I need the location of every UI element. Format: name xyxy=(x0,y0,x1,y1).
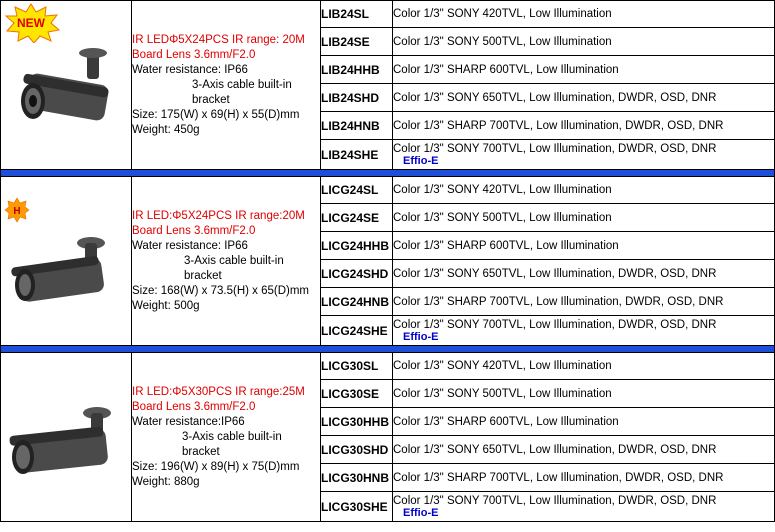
spec-cell: Color 1/3" SONY 420TVL, Low Illumination xyxy=(393,1,775,28)
model-cell: LICG24SE xyxy=(321,204,393,232)
lens-spec: Board Lens 3.6mm/F2.0 xyxy=(132,48,256,61)
product-description xyxy=(132,1,321,170)
model-cell: LICG24HHB xyxy=(321,232,393,260)
spec-cell xyxy=(393,316,775,346)
model-cell: LIB24SHE xyxy=(321,140,393,170)
model-cell: LICG30SL xyxy=(321,353,393,380)
camera-image-cell xyxy=(1,353,132,522)
spec-cell: Color 1/3" SONY 500TVL, Low Illumination xyxy=(393,28,775,56)
product-description xyxy=(132,353,321,522)
spec-cell: Color 1/3" SHARP 700TVL, Low Illumination, DWDR, OSD, DNR xyxy=(393,464,775,492)
table-row xyxy=(1,353,775,380)
effio-note: Effio-E xyxy=(403,506,439,519)
size-spec: Size: 168(W) x 73.5(H) x 65(D)mm xyxy=(132,284,310,297)
badge-label: H xyxy=(13,206,21,217)
model-cell: LIB24SHD xyxy=(321,84,393,112)
spec-cell: Color 1/3" SHARP 600TVL, Low Illumination xyxy=(393,408,775,436)
model-cell: LIB24SE xyxy=(321,28,393,56)
bracket-spec: 3-Axis cable built-in bracket xyxy=(182,430,282,458)
effio-note: Effio-E xyxy=(403,154,439,167)
water-spec: Water resistance:IP66 xyxy=(132,415,245,428)
model-cell: LIB24HNB xyxy=(321,112,393,140)
h-badge-icon xyxy=(4,197,30,223)
new-badge-icon xyxy=(1,3,61,43)
group-separator xyxy=(1,170,775,177)
table-row xyxy=(1,177,775,204)
model-cell: LICG30SHE xyxy=(321,492,393,522)
spec-cell: Color 1/3" SONY 650TVL, Low Illumination, DWDR, OSD, DNR xyxy=(393,436,775,464)
spec-cell: Color 1/3" SONY 420TVL, Low Illumination xyxy=(393,177,775,204)
group-separator xyxy=(1,346,775,353)
spec-cell: Color 1/3" SONY 420TVL, Low Illumination xyxy=(393,353,775,380)
effio-note: Effio-E xyxy=(403,330,439,343)
ir-led-spec: IR LED:Φ5X30PCS IR range:25M xyxy=(132,385,305,398)
spec-cell: Color 1/3" SHARP 600TVL, Low Illumination xyxy=(393,56,775,84)
bullet-camera-icon xyxy=(9,399,124,499)
lens-spec: Board Lens 3.6mm/F2.0 xyxy=(132,224,256,237)
camera-image-cell xyxy=(1,177,132,346)
weight-spec: Weight: 450g xyxy=(132,123,200,136)
water-spec: Water resistance: IP66 xyxy=(132,239,248,252)
model-cell: LICG24SHD xyxy=(321,260,393,288)
spec-text: Color 1/3" SONY 700TVL, Low Illumination, DWDR, OSD, DNR xyxy=(393,142,717,155)
lens-spec: Board Lens 3.6mm/F2.0 xyxy=(132,400,256,413)
weight-spec: Weight: 880g xyxy=(132,475,200,488)
badge-label: NEW xyxy=(17,16,45,30)
spec-cell: Color 1/3" SHARP 700TVL, Low Illumination, DWDR, OSD, DNR xyxy=(393,112,775,140)
bracket-spec: 3-Axis cable built-in bracket xyxy=(184,254,284,282)
model-cell: LICG30SE xyxy=(321,380,393,408)
ir-led-spec: IR LEDΦ5X24PCS IR range: 20M xyxy=(132,33,305,46)
spec-cell: Color 1/3" SHARP 700TVL, Low Illumination, DWDR, OSD, DNR xyxy=(393,288,775,316)
spec-cell: Color 1/3" SONY 650TVL, Low Illumination, DWDR, OSD, DNR xyxy=(393,84,775,112)
product-description xyxy=(132,177,321,346)
spec-cell xyxy=(393,492,775,522)
model-cell: LICG24SHE xyxy=(321,316,393,346)
spec-text: Color 1/3" SONY 700TVL, Low Illumination, DWDR, OSD, DNR xyxy=(393,494,717,507)
size-spec: Size: 196(W) x 89(H) x 75(D)mm xyxy=(132,460,300,473)
model-cell: LICG24SL xyxy=(321,177,393,204)
model-cell: LIB24HHB xyxy=(321,56,393,84)
spec-text: Color 1/3" SONY 700TVL, Low Illumination, DWDR, OSD, DNR xyxy=(393,318,717,331)
bullet-camera-icon xyxy=(11,229,121,329)
spec-cell: Color 1/3" SONY 500TVL, Low Illumination xyxy=(393,204,775,232)
bullet-camera-icon xyxy=(17,41,127,151)
camera-image-cell xyxy=(1,1,132,170)
spec-cell: Color 1/3" SONY 500TVL, Low Illumination xyxy=(393,380,775,408)
spec-cell: Color 1/3" SONY 650TVL, Low Illumination, DWDR, OSD, DNR xyxy=(393,260,775,288)
model-cell: LICG30HHB xyxy=(321,408,393,436)
size-spec: Size: 175(W) x 69(H) x 55(D)mm xyxy=(132,108,300,121)
model-cell: LIB24SL xyxy=(321,1,393,28)
bracket-spec: 3-Axis cable built-in bracket xyxy=(192,78,292,106)
weight-spec: Weight: 500g xyxy=(132,299,200,312)
spec-cell xyxy=(393,140,775,170)
spec-cell: Color 1/3" SHARP 600TVL, Low Illumination xyxy=(393,232,775,260)
table-row xyxy=(1,1,775,28)
model-cell: LICG30HNB xyxy=(321,464,393,492)
model-cell: LICG24HNB xyxy=(321,288,393,316)
ir-led-spec: IR LED:Φ5X24PCS IR range:20M xyxy=(132,209,305,222)
water-spec: Water resistance: IP66 xyxy=(132,63,248,76)
model-cell: LICG30SHD xyxy=(321,436,393,464)
